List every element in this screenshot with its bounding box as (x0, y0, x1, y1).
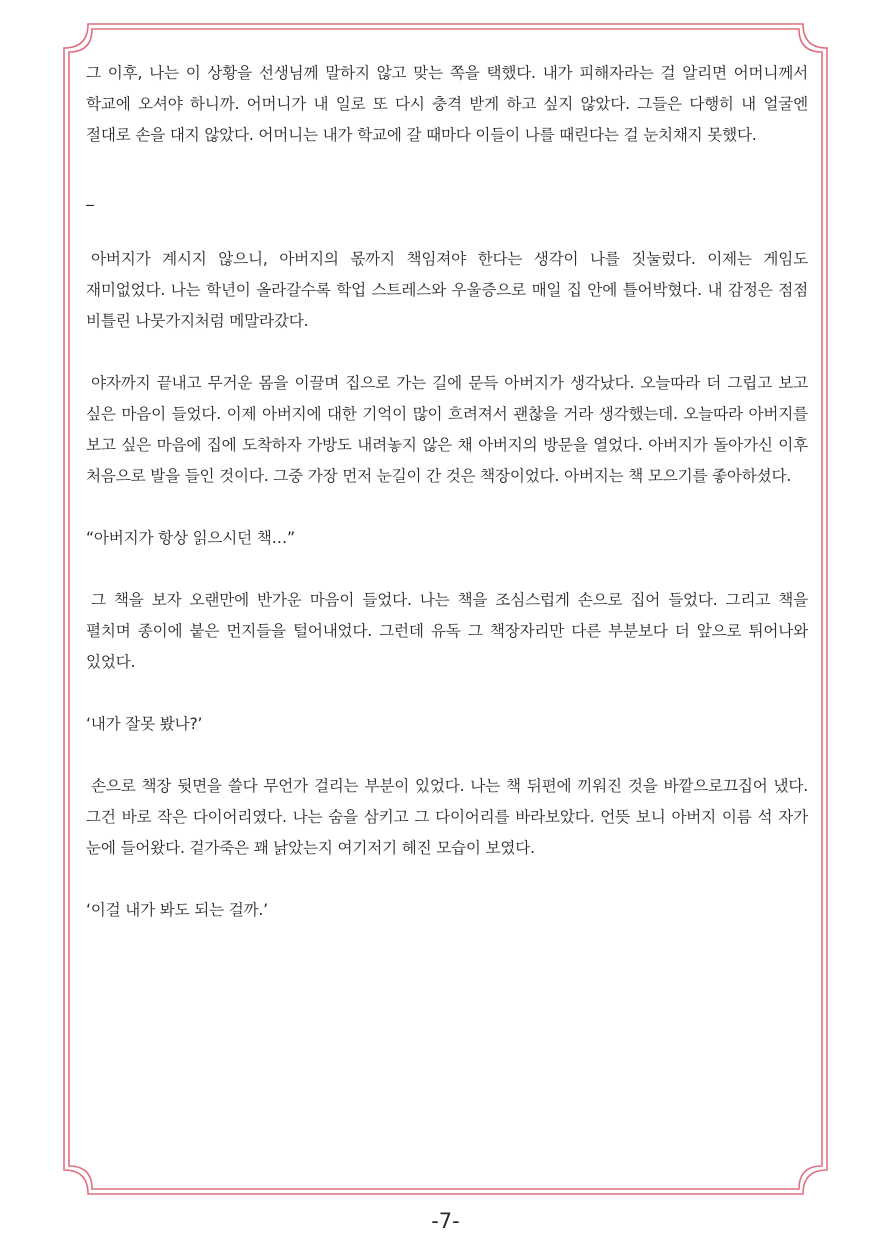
inner-thought-line: ‘내가 잘못 봤나?’ (86, 715, 203, 733)
page-number: -7- (431, 1209, 460, 1233)
story-paragraph: 그 책을 보자 오랜만에 반가운 마음이 들었다. 나는 책을 조심스럽게 손으로 집어 들었다. 그리고 책을 펼치며 종이에 붙은 먼지들을 털어내었다. 그런데 유독 그 책장자리만 다른 부분보다 더 앞으로 튀어나와 있었다. (86, 591, 808, 671)
story-paragraph: 야자까지 끝내고 무거운 몸을 이끌며 집으로 가는 길에 문득 아버지가 생각났다. 오늘따라 더 그립고 보고 싶은 마음이 들었다. 이제 아버지에 대한 기억이 많이 흐려져서 괜찮을 거라 생각했는데. 오늘따라 아버지를 보고 싶은 마음에 집에 도착하자 가방도 내려놓지 않은 채 아버지의 방문을 열었다. 아버지가 돌아가신 이후 처음으로 발을 들인 것이다. 그중 가장 먼저 눈길이 간 것은 책장이었다. 아버지는 책 모으기를 좋아하셨다. (86, 374, 808, 485)
story-paragraph: 그 이후, 나는 이 상황을 선생님께 말하지 않고 맞는 쪽을 택했다. 내가 피해자라는 걸 알리면 어머니께서 학교에 오셔야 하니까. 어머니가 내 일로 또 다시 충격 받게 하고 싶지 않았다. 그들은 다행히 내 얼굴엔 절대로 손을 대지 않았다. 어머니는 내가 학교에 갈 때마다 이들이 나를 때린다는 걸 눈치채지 못했다. (86, 64, 808, 144)
dialogue-line: “아버지가 항상 읽으시던 책…” (86, 529, 295, 547)
story-paragraph: 손으로 책장 뒷면을 쓸다 무언가 걸리는 부분이 있었다. 나는 책 뒤편에 끼워진 것을 바깥으로끄집어 냈다. 그건 바로 작은 다이어리였다. 나는 숨을 삼키고 그 다이어리를 바라보았다. 언뜻 보니 아버지 이름 석 자가 눈에 들어왔다. 겉가죽은 꽤 낡았는지 여기저기 헤진 모습이 보였다. (86, 777, 808, 857)
story-text-body (86, 58, 808, 1198)
section-separator: _ (86, 188, 94, 206)
story-paragraph: 아버지가 계시지 않으니, 아버지의 몫까지 책임져야 한다는 생각이 나를 짓눌렀다. 이제는 게임도 재미없었다. 나는 학년이 올라갈수록 학업 스트레스와 우울증으로 매일 집 안에 틀어박혔다. 내 감정은 점점 비틀린 나뭇가지처럼 메말라갔다. (86, 250, 808, 330)
inner-thought-line: ‘이걸 내가 봐도 되는 걸까.’ (86, 901, 268, 919)
